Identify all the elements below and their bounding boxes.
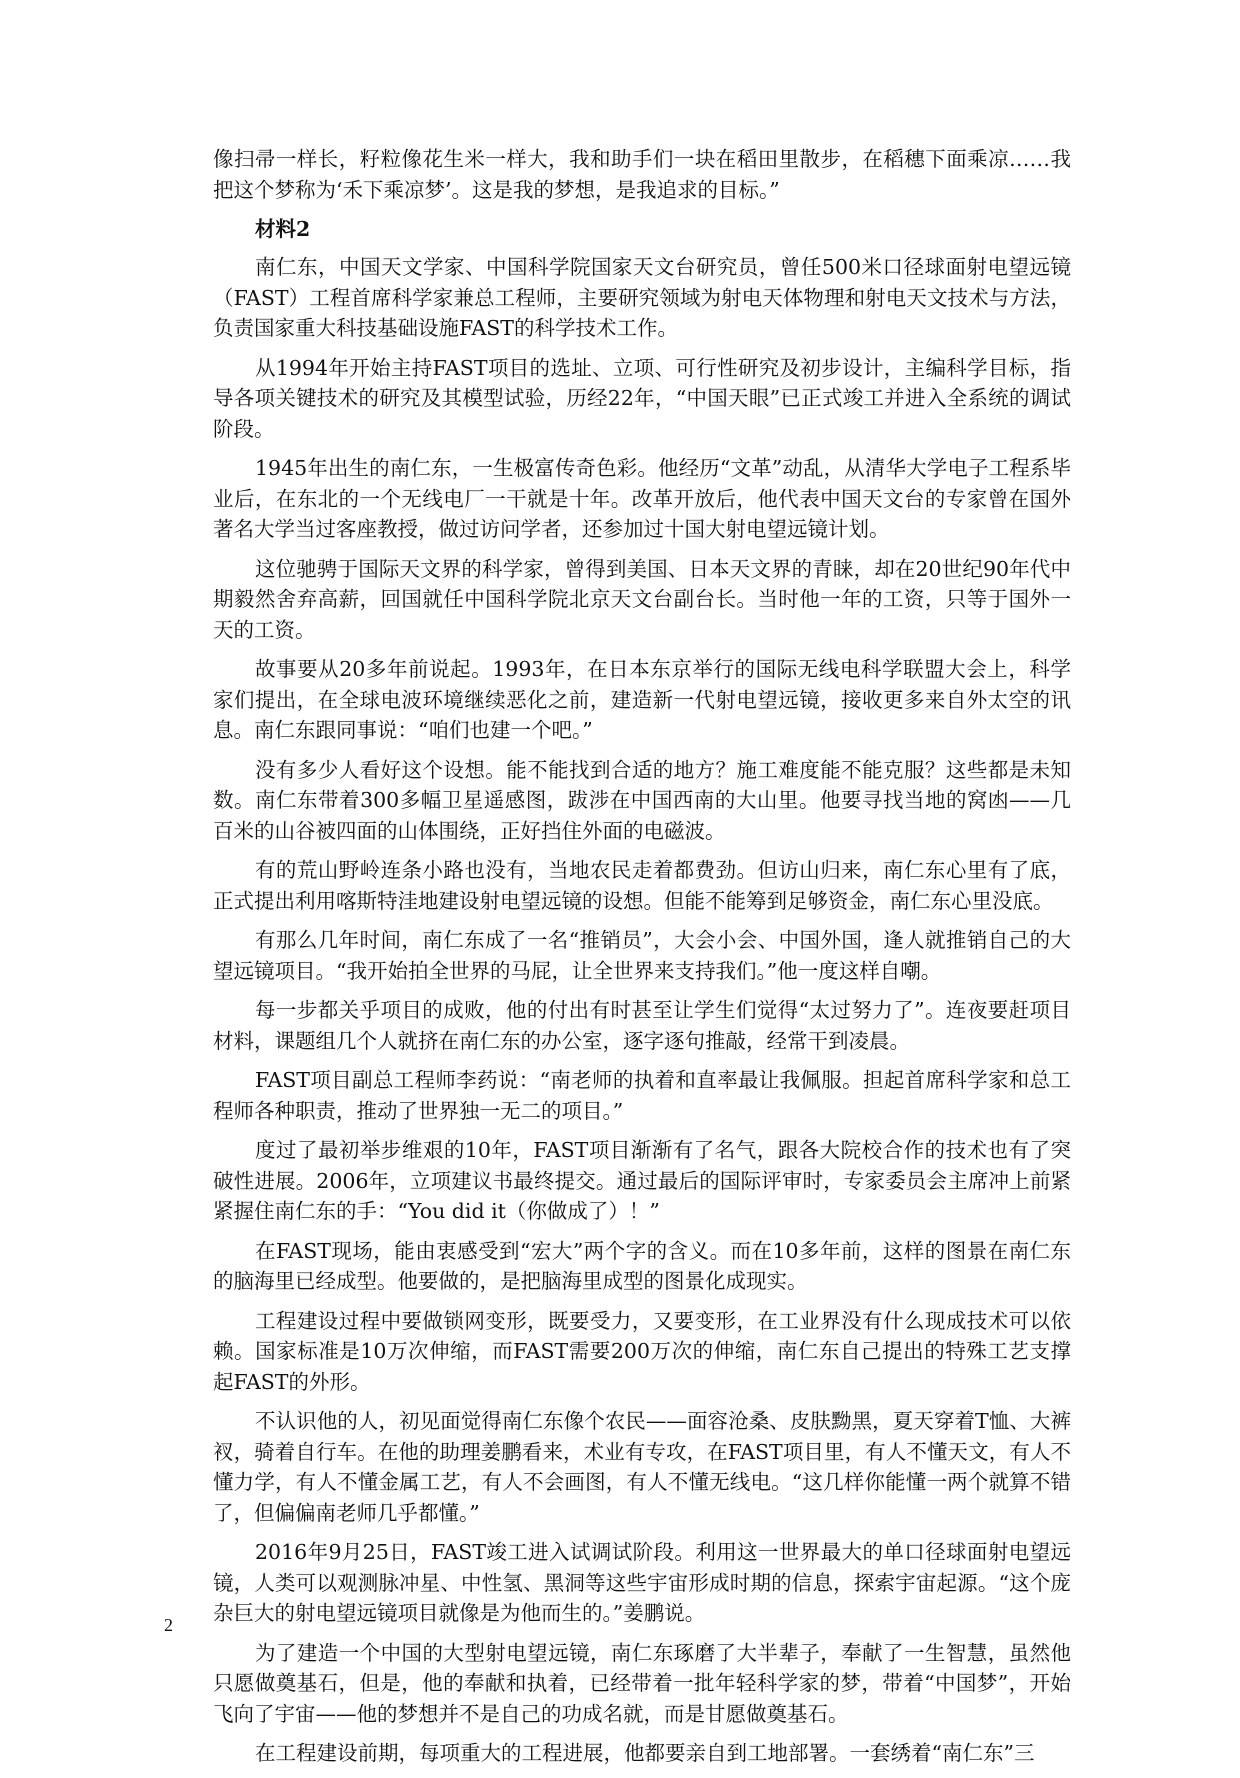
paragraph-2: 从1994年开始主持FAST项目的选址、立项、可行性研究及初步设计，主编科学目标，指导各项关键技术的研究及其模型试验，历经22年，“中国天眼”已正式竣工并进入全系统的调试阶段。 [213,355,1071,441]
paragraph-3: 1945年出生的南仁东，一生极富传奇色彩。他经历“文革”动乱，从清华大学电子工程系毕业后，在东北的一个无线电厂一干就是十年。改革开放后，他代表中国天文台的专家曾在国外著名大学当过客座教授，做过访问学者，还参加过十国大射电望远镜计划。 [213,456,1071,541]
paragraph-6: 没有多少人看好这个设想。能不能找到合适的地方？施工难度能不能克服？这些都是未知数。南仁东带着300多幅卫星遥感图，跋涉在中国西南的大山里。他要寻找当地的窝凼——几百米的山谷被四面的山体围绕，正好挡住外面的电磁波。 [213,757,1071,843]
paragraph-10: FAST项目副总工程师李药说：“南老师的执着和直率最让我佩服。担起首席科学家和总工程师各种职责，推动了世界独一无二的项目。” [213,1068,1071,1123]
paragraph-15: 2016年9月25日，FAST竣工进入试调试阶段。利用这一世界最大的单口径球面射电望远镜，人类可以观测脉冲星、中性氢、黑洞等这些宇宙形成时期的信息，探索宇宙起源。“这个庞杂巨大的射电望远镜项目就像是为他而生的。”姜鹏说。 [213,1540,1071,1625]
paragraph-7: 有的荒山野岭连条小路也没有，当地农民走着都费劲。但访山归来，南仁东心里有了底，正式提出利用喀斯特洼地建设射电望远镜的设想。但能不能筹到足够资金，南仁东心里没底。 [213,858,1071,913]
paragraph-8: 有那么几年时间，南仁东成了一名“推销员”，大会小会、中国外国，逢人就推销自己的大望远镜项目。“我开始拍全世界的马屁，让全世界来支持我们。”他一度这样自嘲。 [213,928,1071,983]
paragraph-1: 南仁东，中国天文学家、中国科学院国家天文台研究员，曾任500米口径球面射电望远镜（FAST）工程首席科学家兼总工程师，主要研究领域为射电天体物理和射电天文技术与方法，负责国家重大科技基础设施FAST的科学技术工作。 [213,255,1071,340]
paragraph-11: 度过了最初举步维艰的10年，FAST项目渐渐有了名气，跟各大院校合作的技术也有了突破性进展。2006年，立项建议书最终提交。通过最后的国际评审时，专家委员会主席冲上前紧紧握住南仁东的手：“You did it（你做成了）！” [213,1138,1071,1223]
page-number: 2 [164,1615,173,1635]
section-heading: 材料2 [255,217,311,241]
paragraph-16: 为了建造一个中国的大型射电望远镜，南仁东琢磨了大半辈子，奉献了一生智慧，虽然他只愿做奠基石，但是，他的奉献和执着，已经带着一批年轻科学家的梦，带着“中国梦”，开始飞向了宇宙——他的梦想并不是自己的功成名就，而是甘愿做奠基石。 [213,1640,1071,1726]
paragraph-12: 在FAST现场，能由衷感受到“宏大”两个字的含义。而在10多年前，这样的图景在南仁东的脑海里已经成型。他要做的，是把脑海里成型的图景化成现实。 [213,1238,1071,1293]
paragraph-17: 在工程建设前期，每项重大的工程进展，他都要亲自到工地部署。一套绣着“南仁东”三 [255,1741,1035,1765]
paragraph-9: 每一步都关乎项目的成败，他的付出有时甚至让学生们觉得“太过努力了”。连夜要赶项目材料，课题组几个人就挤在南仁东的办公室，逐字逐句推敲，经常干到凌晨。 [213,998,1071,1053]
paragraph-4: 这位驰骋于国际天文界的科学家，曾得到美国、日本天文界的青睐，却在20世纪90年代中期毅然舍弃高薪，回国就任中国科学院北京天文台副台长。当时他一年的工资，只等于国外一天的工资。 [213,556,1071,642]
page-content [213,144,1071,1778]
paragraph-14: 不认识他的人，初见面觉得南仁东像个农民——面容沧桑、皮肤黝黑，夏天穿着T恤、大裤衩，骑着自行车。在他的助理姜鹏看来，术业有专攻，在FAST项目里，有人不懂天文，有人不懂力学，有人不懂金属工艺，有人不会画图，有人不懂无线电。“这几样你能懂一两个就算不错了，但偏偏南老师几乎都懂。” [213,1409,1071,1525]
continued-paragraph: 像扫帚一样长，籽粒像花生米一样大，我和助手们一块在稻田里散步，在稻穗下面乘凉……我把这个梦称为‘禾下乘凉梦’。这是我的梦想，是我追求的目标。” [213,147,1071,202]
paragraph-5: 故事要从20多年前说起。1993年，在日本东京举行的国际无线电科学联盟大会上，科学家们提出，在全球电波环境继续恶化之前，建造新一代射电望远镜，接收更多来自外太空的讯息。南仁东跟同事说：“咱们也建一个吧。” [213,657,1071,742]
paragraph-13: 工程建设过程中要做锁网变形，既要受力，又要变形，在工业界没有什么现成技术可以依赖。国家标准是10万次伸缩，而FAST需要200万次的伸缩，南仁东自己提出的特殊工艺支撑起FAST的外形。 [213,1308,1071,1394]
